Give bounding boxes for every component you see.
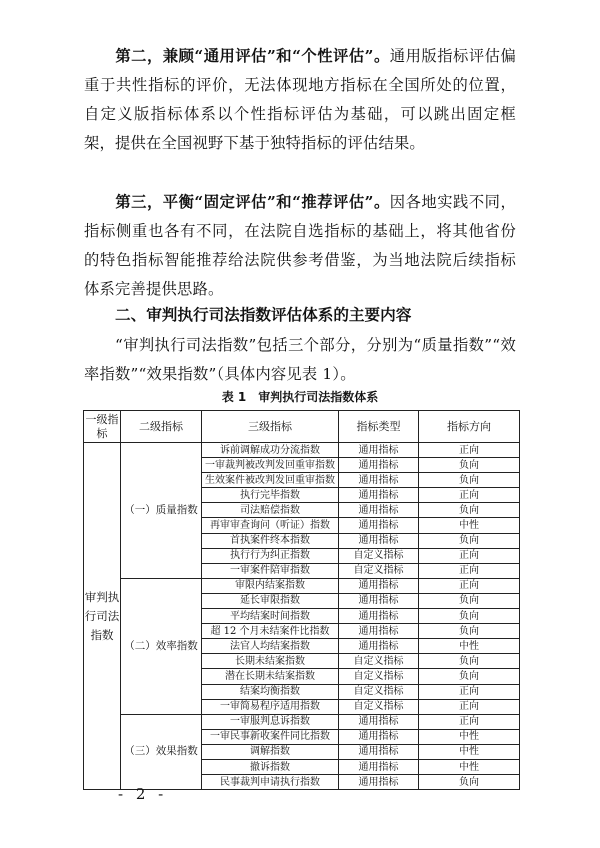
direction-cell: 负向 xyxy=(419,624,520,639)
level3-cell: 结案均衡指数 xyxy=(202,684,339,699)
header-level1: 一级指标 xyxy=(84,411,121,443)
type-cell: 通用指标 xyxy=(339,593,419,608)
level3-cell: 审限内结案指数 xyxy=(202,578,339,593)
direction-cell: 中性 xyxy=(419,744,520,759)
level1-cell: 审判执行司法指数 xyxy=(84,443,121,790)
direction-cell: 负向 xyxy=(419,473,520,488)
type-cell: 通用指标 xyxy=(339,609,419,624)
table-row xyxy=(84,578,520,593)
level3-cell: 撤诉指数 xyxy=(202,759,339,774)
paragraph-lead: 第三，平衡“固定评估”和“推荐评估”。 xyxy=(115,193,390,211)
direction-cell: 正向 xyxy=(419,443,520,458)
level3-cell: 生效案件被改判发回重审指数 xyxy=(202,473,339,488)
paragraph-body: 因各地实践不同，指标侧重也各有不同，在法院自选指标的基础上，将其他省份的特色指标智能推荐给法院供参考借鉴，为当地法院后续指标体系完善提供思路。 xyxy=(84,193,516,298)
type-cell: 自定义指标 xyxy=(339,563,419,578)
level3-cell: 首执案件终本指数 xyxy=(202,533,339,548)
type-cell: 通用指标 xyxy=(339,443,419,458)
direction-cell: 正向 xyxy=(419,684,520,699)
header-level2: 二级指标 xyxy=(121,411,202,443)
type-cell: 通用指标 xyxy=(339,729,419,744)
direction-cell: 负向 xyxy=(419,609,520,624)
paragraph-body: “审判执行司法指数”包括三个部分，分别为“质量指数”“效率指数”“效果指数”（具体内容见表 1）。 xyxy=(84,336,516,383)
level3-cell: 执行行为纠正指数 xyxy=(202,548,339,563)
type-cell: 通用指标 xyxy=(339,518,419,533)
level2-cell: （二）效率指数 xyxy=(121,578,202,714)
level3-cell: 一审裁判被改判发回重审指数 xyxy=(202,458,339,473)
direction-cell: 负向 xyxy=(419,458,520,473)
direction-cell: 负向 xyxy=(419,503,520,518)
level2-cell: （三）效果指数 xyxy=(121,714,202,789)
direction-cell: 中性 xyxy=(419,759,520,774)
level3-cell: 一审案件陪审指数 xyxy=(202,563,339,578)
paragraph-fixed-vs-recommend xyxy=(84,188,516,304)
direction-cell: 中性 xyxy=(419,729,520,744)
level3-cell: 延长审限指数 xyxy=(202,593,339,608)
type-cell: 通用指标 xyxy=(339,624,419,639)
direction-cell: 负向 xyxy=(419,593,520,608)
paragraph-general-vs-custom xyxy=(84,42,516,158)
level3-cell: 诉前调解成功分流指数 xyxy=(202,443,339,458)
direction-cell: 中性 xyxy=(419,518,520,533)
direction-cell: 负向 xyxy=(419,775,520,790)
page-number: - 2 - xyxy=(118,785,168,803)
level3-cell: 平均结案时间指数 xyxy=(202,609,339,624)
level3-cell: 法官人均结案指数 xyxy=(202,639,339,654)
direction-cell: 负向 xyxy=(419,533,520,548)
type-cell: 自定义指标 xyxy=(339,669,419,684)
level2-cell: （一）质量指数 xyxy=(121,443,202,579)
direction-cell: 正向 xyxy=(419,548,520,563)
header-type: 指标类型 xyxy=(339,411,419,443)
direction-cell: 负向 xyxy=(419,654,520,669)
direction-cell: 负向 xyxy=(419,669,520,684)
level3-cell: 调解指数 xyxy=(202,744,339,759)
direction-cell: 正向 xyxy=(419,699,520,714)
level3-cell: 长期未结案指数 xyxy=(202,654,339,669)
type-cell: 自定义指标 xyxy=(339,699,419,714)
type-cell: 自定义指标 xyxy=(339,684,419,699)
type-cell: 通用指标 xyxy=(339,458,419,473)
direction-cell: 正向 xyxy=(419,714,520,729)
type-cell: 通用指标 xyxy=(339,533,419,548)
table-row xyxy=(84,443,520,458)
level3-cell: 一审民事新收案件同比指数 xyxy=(202,729,339,744)
level3-cell: 一审服判息诉指数 xyxy=(202,714,339,729)
level3-cell: 司法赔偿指数 xyxy=(202,503,339,518)
header-direction: 指标方向 xyxy=(419,411,520,443)
direction-cell: 正向 xyxy=(419,488,520,503)
level3-cell: 一审简易程序适用指数 xyxy=(202,699,339,714)
type-cell: 通用指标 xyxy=(339,639,419,654)
type-cell: 通用指标 xyxy=(339,714,419,729)
direction-cell: 正向 xyxy=(419,578,520,593)
type-cell: 通用指标 xyxy=(339,503,419,518)
level3-cell: 潜在长期未结案指数 xyxy=(202,669,339,684)
paragraph-lead: 第二，兼顾“通用评估”和“个性评估”。 xyxy=(115,47,390,65)
level3-cell: 超 12 个月未结案件比指数 xyxy=(202,624,339,639)
level3-cell: 再审审查询问（听证）指数 xyxy=(202,518,339,533)
type-cell: 通用指标 xyxy=(339,473,419,488)
direction-cell: 中性 xyxy=(419,639,520,654)
table-header-row xyxy=(84,411,520,443)
type-cell: 通用指标 xyxy=(339,578,419,593)
level3-cell: 执行完毕指数 xyxy=(202,488,339,503)
index-table xyxy=(83,410,520,790)
header-level3: 三级指标 xyxy=(202,411,339,443)
table-caption: 表 1 审判执行司法指数体系 xyxy=(221,390,379,404)
section-heading: 二、审判执行司法指数评估体系的主要内容 xyxy=(115,306,412,324)
level3-cell: 民事裁判申请执行指数 xyxy=(202,775,339,790)
type-cell: 通用指标 xyxy=(339,744,419,759)
type-cell: 自定义指标 xyxy=(339,548,419,563)
direction-cell: 正向 xyxy=(419,563,520,578)
table-row xyxy=(84,714,520,729)
type-cell: 自定义指标 xyxy=(339,654,419,669)
paragraph-intro xyxy=(84,331,516,389)
paragraph-body: 通用版指标评估偏重于共性指标的评价，无法体现地方指标在全国所处的位置，自定义版指标体系以个性指标评估为基础，可以跳出固定框架，提供在全国视野下基于独特指标的评估结果。 xyxy=(84,47,516,152)
type-cell: 通用指标 xyxy=(339,759,419,774)
type-cell: 通用指标 xyxy=(339,775,419,790)
type-cell: 通用指标 xyxy=(339,488,419,503)
